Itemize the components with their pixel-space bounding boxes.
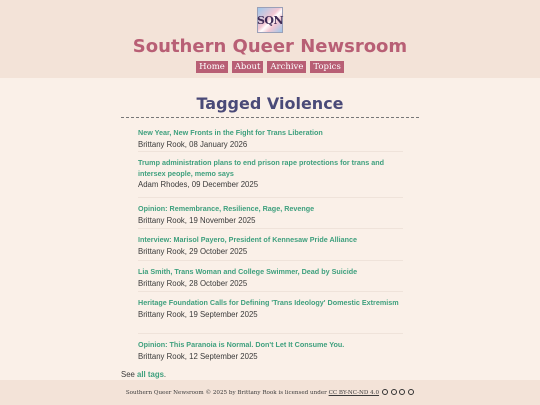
all-tags-link[interactable]: all tags — [137, 370, 164, 379]
nav-topics[interactable]: Topics — [310, 61, 343, 73]
see-all-tags — [121, 370, 166, 379]
article-meta: Adam Rhodes, 09 December 2025 — [138, 180, 259, 189]
list-item — [138, 198, 403, 229]
nav-archive[interactable]: Archive — [267, 61, 306, 73]
article-link[interactable]: Trump administration plans to end prison rape protections for trans and intersex people, memo says — [138, 158, 384, 178]
site-footer — [0, 380, 540, 405]
see-all-suffix: . — [163, 370, 167, 379]
cc-icon — [382, 389, 388, 395]
article-meta: Brittany Rook, 29 October 2025 — [138, 246, 248, 256]
heading-divider — [121, 117, 419, 118]
list-item — [138, 261, 403, 292]
main-nav — [0, 61, 540, 73]
article-list — [138, 128, 403, 361]
list-item — [138, 128, 403, 152]
see-all-prefix: See — [121, 370, 138, 379]
page-title: Tagged Violence — [196, 94, 344, 113]
list-item — [138, 334, 403, 361]
article-meta: Brittany Rook, 28 October 2025 — [138, 278, 248, 288]
article-meta: Brittany Rook, 19 November 2025 — [138, 215, 256, 225]
list-item — [138, 152, 403, 198]
site-header — [0, 0, 540, 78]
nav-home[interactable]: Home — [196, 61, 228, 73]
article-link[interactable]: Opinion: This Paranoia is Normal. Don't Let It Consume You. — [138, 340, 345, 349]
footer-text: Southern Queer Newsroom © 2025 by Brittany Rook is licensed under — [125, 390, 329, 396]
article-link[interactable]: Opinion: Remembrance, Resilience, Rage, Revenge — [138, 204, 315, 213]
by-icon — [391, 389, 397, 395]
list-item — [138, 292, 403, 334]
site-title[interactable]: Southern Queer Newsroom — [132, 36, 408, 57]
nav-about[interactable]: About — [232, 61, 264, 73]
article-link[interactable]: Lia Smith, Trans Woman and College Swimmer, Dead by Suicide — [138, 267, 358, 276]
article-meta: Brittany Rook, 19 September 2025 — [138, 309, 258, 319]
nc-icon — [399, 389, 405, 395]
site-logo[interactable]: SQN — [257, 7, 283, 33]
article-link[interactable]: Interview: Marisol Payero, President of Kennesaw Pride Alliance — [138, 235, 358, 244]
license-link[interactable]: CC BY-NC-ND 4.0 — [328, 390, 380, 396]
article-meta: Brittany Rook, 12 September 2025 — [138, 351, 258, 361]
nd-icon — [408, 389, 414, 395]
article-meta: Brittany Rook, 08 January 2026 — [138, 139, 248, 149]
article-link[interactable]: New Year, New Fronts in the Fight for Trans Liberation — [138, 128, 323, 137]
list-item — [138, 229, 403, 261]
article-link[interactable]: Heritage Foundation Calls for Defining 'Trans Ideology' Domestic Extremism — [138, 298, 399, 307]
